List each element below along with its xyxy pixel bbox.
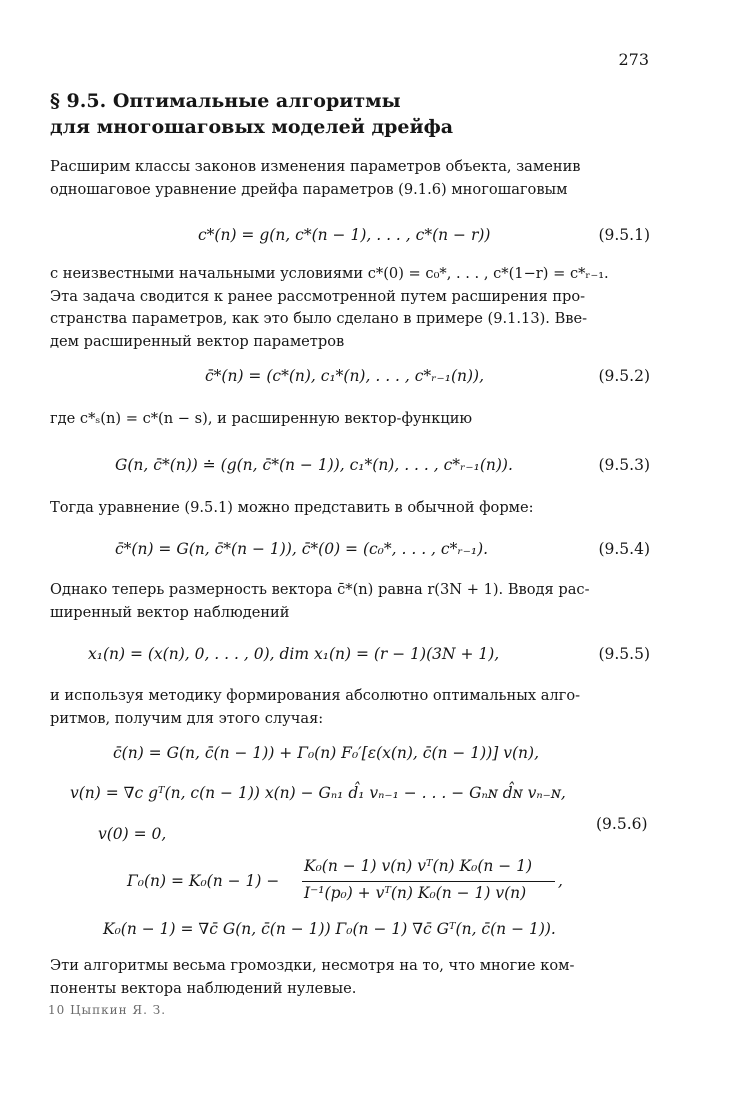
equation-expression: c*(n) = g(n, c*(n − 1), . . . , c*(n − r)) xyxy=(198,226,491,244)
equation-number: (9.5.2) xyxy=(598,367,650,385)
equation-line-2: v(n) = ∇c gᵀ(n, c(n − 1)) x(n) − Gₙ₁ d̂₁ vₙ₋₁ − . . . − Gₙɴ d̂ɴ vₙ₋ɴ, xyxy=(70,784,566,802)
page-number: 273 xyxy=(618,50,649,69)
text-line: странства параметров, как это было сделано в примере (9.1.13). Вве- xyxy=(50,310,588,327)
equation-expression: c̄*(n) = (c*(n), c₁*(n), . . . , c*ᵣ₋₁(n)), xyxy=(205,367,485,385)
equation-line-4-left: Γ₀(n) = K₀(n − 1) − xyxy=(127,872,280,890)
equation-number: (9.5.4) xyxy=(598,540,650,558)
equation-9-5-4 xyxy=(50,536,650,562)
fraction-trailing-comma: , xyxy=(558,872,563,890)
text-line: ритмов, получим для этого случая: xyxy=(50,709,324,727)
equation-number: (9.5.5) xyxy=(598,645,650,663)
equation-9-5-2 xyxy=(50,363,650,389)
equation-9-5-1 xyxy=(50,222,650,248)
text-line: и используя методику формирования абсолютно оптимальных алго- xyxy=(50,687,581,704)
fraction-bar xyxy=(302,881,555,882)
paragraph-conclusion xyxy=(50,955,650,1000)
text-line: Тогда уравнение (9.5.1) можно представить в обычной форме: xyxy=(50,499,534,516)
equation-9-5-3 xyxy=(50,452,650,478)
text-line: Эта задача сводится к ранее рассмотренной путем расширения про- xyxy=(50,287,586,305)
paragraph-algorithms xyxy=(50,685,650,730)
equation-9-5-5 xyxy=(50,641,650,667)
section-heading xyxy=(50,88,570,140)
equation-expression: G(n, c̄*(n)) ≐ (g(n, c̄*(n − 1)), c₁*(n), . . . , c*ᵣ₋₁(n)). xyxy=(115,456,513,474)
fraction-denominator: I⁻¹(p₀) + vᵀ(n) K₀(n − 1) v(n) xyxy=(304,884,527,902)
section-title-line-2: для многошаговых моделей дрейфа xyxy=(50,116,454,138)
text-line: Эти алгоритмы весьма громоздки, несмотря на то, что многие ком- xyxy=(50,957,575,974)
paragraph-where xyxy=(50,408,650,431)
equation-line-3: v(0) = 0, xyxy=(98,825,167,843)
paragraph-intro xyxy=(50,156,650,201)
text-line: дем расширенный вектор параметров xyxy=(50,332,345,350)
text-line: с неизвестными начальными условиями c*(0) = c₀*, . . . , c*(1−r) = c*ᵣ₋₁. xyxy=(50,265,609,282)
equation-number: (9.5.3) xyxy=(598,456,650,474)
paragraph-then xyxy=(50,497,650,520)
paragraph-dimension xyxy=(50,579,650,624)
paragraph-initial-conditions xyxy=(50,263,650,353)
equation-number: (9.5.1) xyxy=(598,226,650,244)
equation-expression: x₁(n) = (x(n), 0, . . . , 0), dim x₁(n) = (r − 1)(3N + 1), xyxy=(88,645,500,663)
text-line: одношаговое уравнение дрейфа параметров (9.1.6) многошаговым xyxy=(50,180,568,198)
text-line: Однако теперь размерность вектора c̄*(n) равна r(3N + 1). Вводя рас- xyxy=(50,581,590,598)
text-line: Расширим классы законов изменения параметров объекта, заменив xyxy=(50,158,581,175)
signature-footer: 10 Цыпкин Я. З. xyxy=(48,1003,167,1017)
fraction-numerator: K₀(n − 1) v(n) vᵀ(n) K₀(n − 1) xyxy=(304,857,533,875)
equation-expression: c̄*(n) = G(n, c̄*(n − 1)), c̄*(0) = (c₀*, . . . , c*ᵣ₋₁). xyxy=(115,540,489,558)
text-line: где c*ₛ(n) = c*(n − s), и расширенную вектор-функцию xyxy=(50,410,473,427)
section-title-line-1: § 9.5. Оптимальные алгоритмы xyxy=(50,90,401,112)
text-line: ширенный вектор наблюдений xyxy=(50,603,290,621)
text-line: поненты вектора наблюдений нулевые. xyxy=(50,979,357,997)
equation-line-5: K₀(n − 1) = ∇c̄ G(n, c̄(n − 1)) Γ₀(n − 1) ∇c̄ Gᵀ(n, c̄(n − 1)). xyxy=(103,920,556,938)
equation-line-1: c̄(n) = G(n, c̄(n − 1)) + Γ₀(n) F₀′[ε(x(n), c̄(n − 1))] v(n), xyxy=(113,744,540,762)
equation-number: (9.5.6) xyxy=(596,815,648,833)
